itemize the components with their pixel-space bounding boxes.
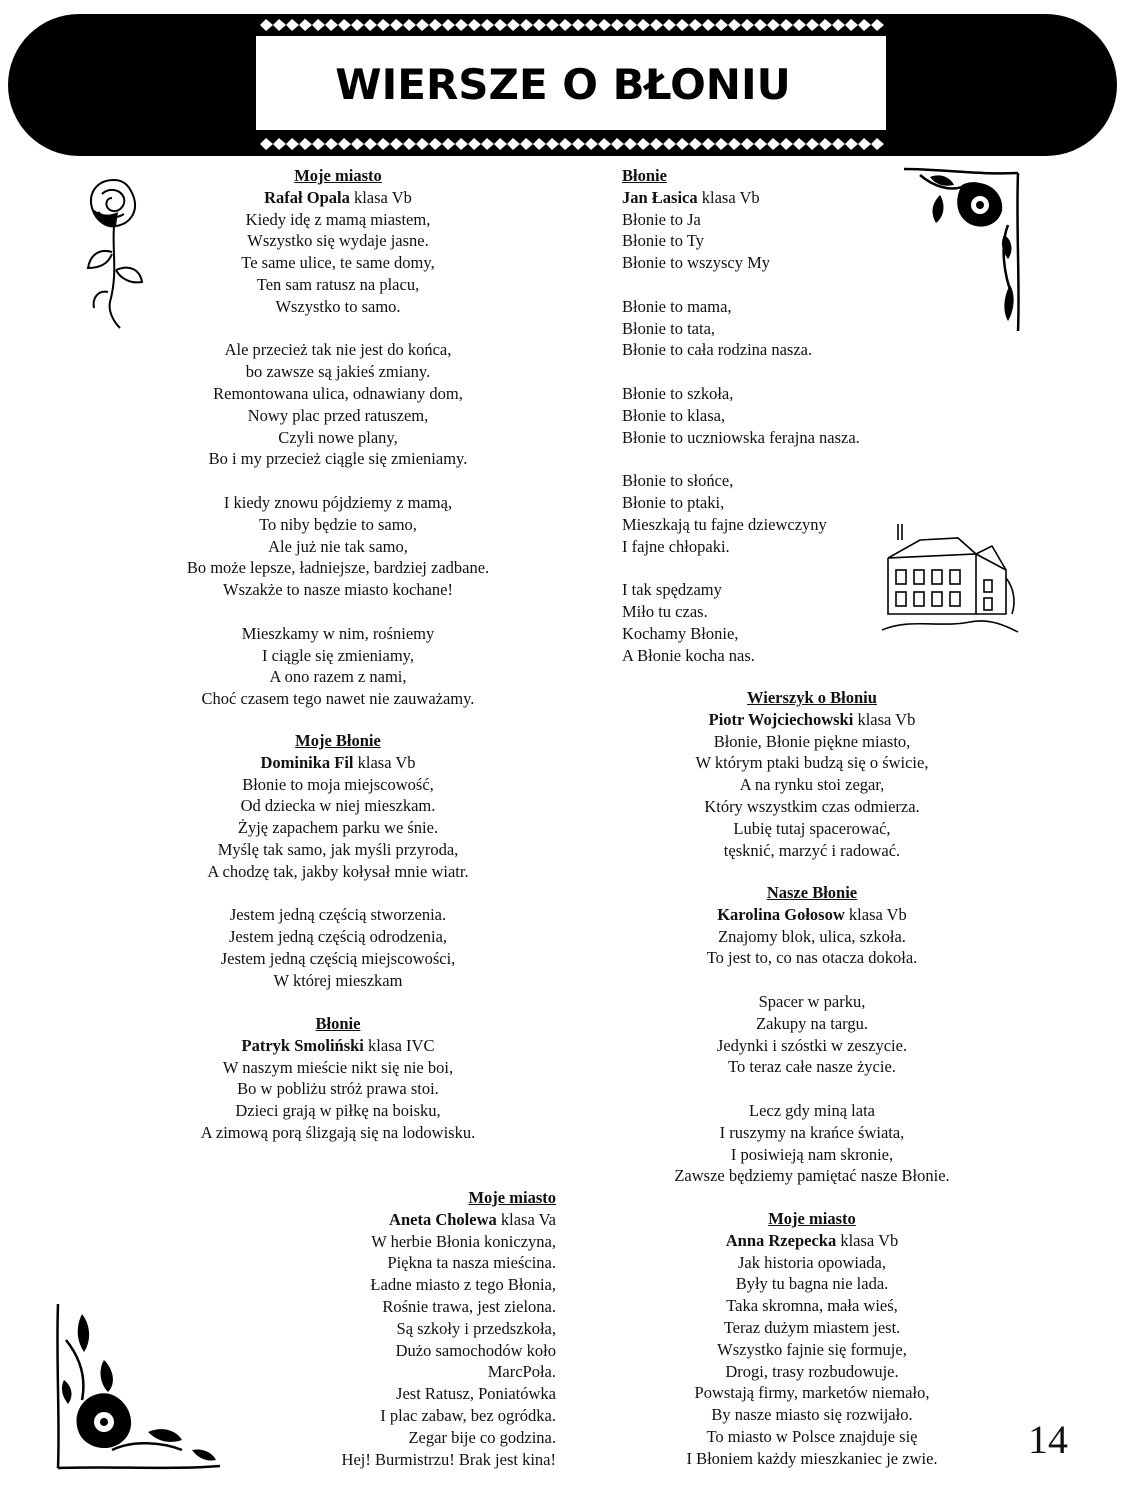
rose-illustration <box>78 172 150 332</box>
poem-line: To jest to, co nas otacza dokoła. <box>706 948 918 968</box>
poem-line: I tak spędzamy <box>622 580 722 600</box>
poem-line: Ten sam ratusz na placu, <box>256 274 420 294</box>
poem-line: Powstają firmy, marketów niemało, <box>694 1383 930 1403</box>
poem-line: Kochamy Błonie, <box>622 623 739 643</box>
poem-moje-miasto-rzepecka <box>636 1208 988 1470</box>
poem-line: Wszystko fajnie się formuje, <box>717 1339 907 1359</box>
poem-author: Patryk Smoliński <box>241 1035 364 1055</box>
poem-moje-miasto-opala <box>130 165 546 710</box>
poem-class: klasa Vb <box>701 187 760 207</box>
poem-line: Jak historia opowiada, <box>737 1252 886 1272</box>
poem-class: klasa Vb <box>857 709 916 729</box>
poem-line: To niby będzie to samo, <box>259 514 417 534</box>
poem-title: Moje miasto <box>768 1209 856 1228</box>
manor-house-illustration <box>880 518 1020 638</box>
poem-line: Jestem jedną częścią miejscowości, <box>220 948 456 968</box>
poem-line: Od dziecka w niej mieszkam. <box>240 796 436 816</box>
poem-title: Moje miasto <box>468 1188 556 1207</box>
poem-line: Ale przecież tak nie jest do końca, <box>224 340 452 360</box>
poem-line: To miasto w Polsce znajduje się <box>706 1426 918 1446</box>
poem-author: Dominika Fil <box>260 752 354 772</box>
poem-class: klasa Vb <box>353 187 412 207</box>
poem-line: Były tu bagna nie lada. <box>735 1274 889 1294</box>
poem-line: Błonie to klasa, <box>622 405 726 425</box>
poem-line: Drogi, trasy rozbudowuje. <box>725 1361 899 1381</box>
poem-title: Błonie <box>315 1014 361 1033</box>
poem-class: klasa Vb <box>357 752 416 772</box>
poem-line: Nowy plac przed ratuszem, <box>247 405 429 425</box>
poem-line: Lubię tutaj spacerować, <box>733 818 891 838</box>
poem-line: Błonie to Ty <box>622 231 704 251</box>
poem-line: Jedynki i szóstki w zeszycie. <box>716 1035 908 1055</box>
poem-line: Myślę tak samo, jak myśli przyroda, <box>217 839 459 859</box>
poem-author: Piotr Wojciechowski <box>708 709 854 729</box>
poem-line: Żyję zapachem parku we śnie. <box>237 818 439 838</box>
poem-author-line <box>130 187 546 209</box>
poem-line: Remontowana ulica, odnawiany dom, <box>213 383 463 403</box>
poem-line: Bo i my przecież ciągle się zmieniamy. <box>208 449 468 469</box>
poem-nasze-blonie <box>636 882 988 1187</box>
poem-author-line <box>636 1230 988 1252</box>
stanza-gap <box>130 470 546 492</box>
poem-line: Jest Ratusz, Poniatówka <box>396 1384 556 1404</box>
poem-moje-miasto-cholewa <box>300 1187 556 1470</box>
poem-line: Piękna ta nasza mieścina. <box>387 1253 556 1273</box>
poem-title: Błonie <box>622 166 667 185</box>
poem-line: Dużo samochodów koło <box>395 1340 556 1360</box>
poem-line: Mieszkają tu fajne dziewczyny <box>622 514 827 534</box>
poem-class: klasa Va <box>500 1209 556 1229</box>
poem-line: I posiwieją nam skronie, <box>730 1144 894 1164</box>
stanza-gap <box>130 883 546 905</box>
poem-line: Lecz gdy miną lata <box>749 1100 875 1120</box>
poem-author-line <box>300 1209 556 1231</box>
stanza-gap <box>622 361 942 383</box>
poem-line: A na rynku stoi zegar, <box>739 775 885 795</box>
poem-line: Błonie to moja miejscowość, <box>242 774 434 794</box>
poem-line: Ale już nie tak samo, <box>268 536 408 556</box>
poem-author: Jan Łasica <box>622 187 698 207</box>
poem-line: Kiedy idę z mamą miastem, <box>245 209 431 229</box>
stanza-gap <box>622 448 942 470</box>
poem-line: Zakupy na targu. <box>756 1013 868 1033</box>
poem-line: Bo w pobliżu stróż prawa stoi. <box>237 1079 439 1099</box>
poem-line: W której mieszkam <box>273 970 403 990</box>
poem-line: Czyli nowe plany, <box>278 427 398 447</box>
poem-author: Rafał Opala <box>264 187 350 207</box>
poem-line: Błonie to tata, <box>622 318 716 338</box>
poem-class: klasa IVC <box>368 1035 435 1055</box>
poem-line: To teraz całe nasze życie. <box>728 1057 896 1077</box>
poem-line: A ono razem z nami, <box>269 667 407 687</box>
poem-title: Nasze Błonie <box>766 883 858 902</box>
floral-corner-top-right <box>900 165 1022 335</box>
poem-author-line <box>130 1035 546 1057</box>
stanza-gap <box>636 1078 988 1100</box>
stanza-gap <box>622 274 942 296</box>
header-banner <box>8 14 1117 156</box>
poem-line: W naszym mieście nikt się nie boi, <box>222 1057 454 1077</box>
poem-line: A zimową porą ślizgają się na lodowisku. <box>200 1122 476 1142</box>
poem-line: Błonie to wszyscy My <box>622 253 771 273</box>
poem-line: I ciągle się zmieniamy, <box>262 645 414 665</box>
poem-line: Jestem jedną częścią odrodzenia, <box>228 927 448 947</box>
poem-line: Błonie, Błonie piękne miasto, <box>713 731 911 751</box>
poem-line: Wszystko to samo. <box>275 296 401 316</box>
poem-line: Rośnie trawa, jest zielona. <box>382 1296 556 1316</box>
poem-line: Który wszystkim czas odmierza. <box>704 796 920 816</box>
page-number: 14 <box>1028 1417 1068 1462</box>
poem-line: Błonie to szkoła, <box>622 383 734 403</box>
poem-line: Hej! Burmistrzu! Brak jest kina! <box>341 1449 556 1469</box>
poem-line: Mieszkamy w nim, rośniemy <box>241 623 435 643</box>
poem-line: Miło tu czas. <box>622 601 708 621</box>
stanza-gap <box>130 318 546 340</box>
poem-line: W herbie Błonia koniczyna, <box>371 1231 556 1251</box>
poem-line: I kiedy znowu pójdziemy z mamą, <box>223 492 453 512</box>
poem-class: klasa Vb <box>848 904 907 924</box>
poem-line: Spacer w parku, <box>758 991 866 1011</box>
poem-line: By nasze miasto się rozwijało. <box>711 1405 913 1425</box>
poem-author: Anna Rzepecka <box>725 1230 837 1250</box>
poem-moje-blonie <box>130 730 546 992</box>
poem-line: Dzieci grają w piłkę na boisku, <box>235 1101 441 1121</box>
poem-line: MarcPoła. <box>487 1362 556 1382</box>
poem-line: Bo może lepsze, ładniejsze, bardziej zadbane. <box>186 558 490 578</box>
page-title: WIERSZE O BŁONIU <box>335 60 791 109</box>
poem-author: Karolina Gołosow <box>717 904 845 924</box>
poem-author-line <box>636 709 988 731</box>
poem-author-line <box>130 752 546 774</box>
poem-line: Choć czasem tego nawet nie zauważamy. <box>201 689 475 709</box>
poem-line: A Błonie kocha nas. <box>622 645 755 665</box>
poem-line: Błonie to słońce, <box>622 471 734 491</box>
poem-line: Te same ulice, te same domy, <box>241 253 435 273</box>
poem-line: bo zawsze są jakieś zmiany. <box>245 362 431 382</box>
floral-corner-bottom-left <box>52 1300 224 1472</box>
poem-line: Wszakże to nasze miasto kochane! <box>223 580 453 600</box>
poem-line: Błonie to uczniowska ferajna nasza. <box>622 427 860 447</box>
poem-title: Moje Błonie <box>295 731 381 750</box>
stanza-gap <box>636 969 988 991</box>
poem-line: W którym ptaki budzą się o świcie, <box>695 753 929 773</box>
poem-blonie-smolinski <box>130 1013 546 1144</box>
poem-author-line <box>622 187 942 209</box>
poem-class: klasa Vb <box>840 1230 899 1250</box>
stanza-gap <box>130 601 546 623</box>
poem-line: Zegar bije co godzina. <box>408 1427 556 1447</box>
poem-line: Błonie to Ja <box>622 209 701 229</box>
poem-author-line <box>636 904 988 926</box>
poem-line: Wszystko się wydaje jasne. <box>247 231 429 251</box>
poem-line: Zawsze będziemy pamiętać nasze Błonie. <box>674 1166 950 1186</box>
poem-line: Znajomy blok, ulica, szkoła. <box>718 926 906 946</box>
poem-line: I fajne chłopaki. <box>622 536 730 556</box>
poem-line: I plac zabaw, bez ogródka. <box>380 1405 556 1425</box>
poem-wierszyk-o-bloniu <box>636 687 988 861</box>
poem-line: I Błoniem każdy mieszkaniec je zwie. <box>686 1448 938 1468</box>
poem-line: Błonie to cała rodzina nasza. <box>622 340 813 360</box>
poem-line: Błonie to mama, <box>622 296 732 316</box>
poem-line: Taka skromna, mała wieś, <box>726 1296 898 1316</box>
poem-line: Są szkoły i przedszkoła, <box>396 1318 556 1338</box>
poem-line: tęsknić, marzyć i radować. <box>723 840 901 860</box>
poem-title: Moje miasto <box>294 166 382 185</box>
poem-line: Jestem jedną częścią stworzenia. <box>229 905 447 925</box>
poem-author: Aneta Cholewa <box>389 1209 497 1229</box>
poem-line: Błonie to ptaki, <box>622 492 725 512</box>
poem-line: Teraz dużym miastem jest. <box>723 1317 901 1337</box>
poem-line: A chodzę tak, jakby kołysał mnie wiatr. <box>207 861 469 881</box>
poem-line: Ładne miasto z tego Błonia, <box>370 1275 556 1295</box>
poem-line: I ruszymy na krańce świata, <box>719 1122 905 1142</box>
poem-title: Wierszyk o Błoniu <box>747 688 877 707</box>
